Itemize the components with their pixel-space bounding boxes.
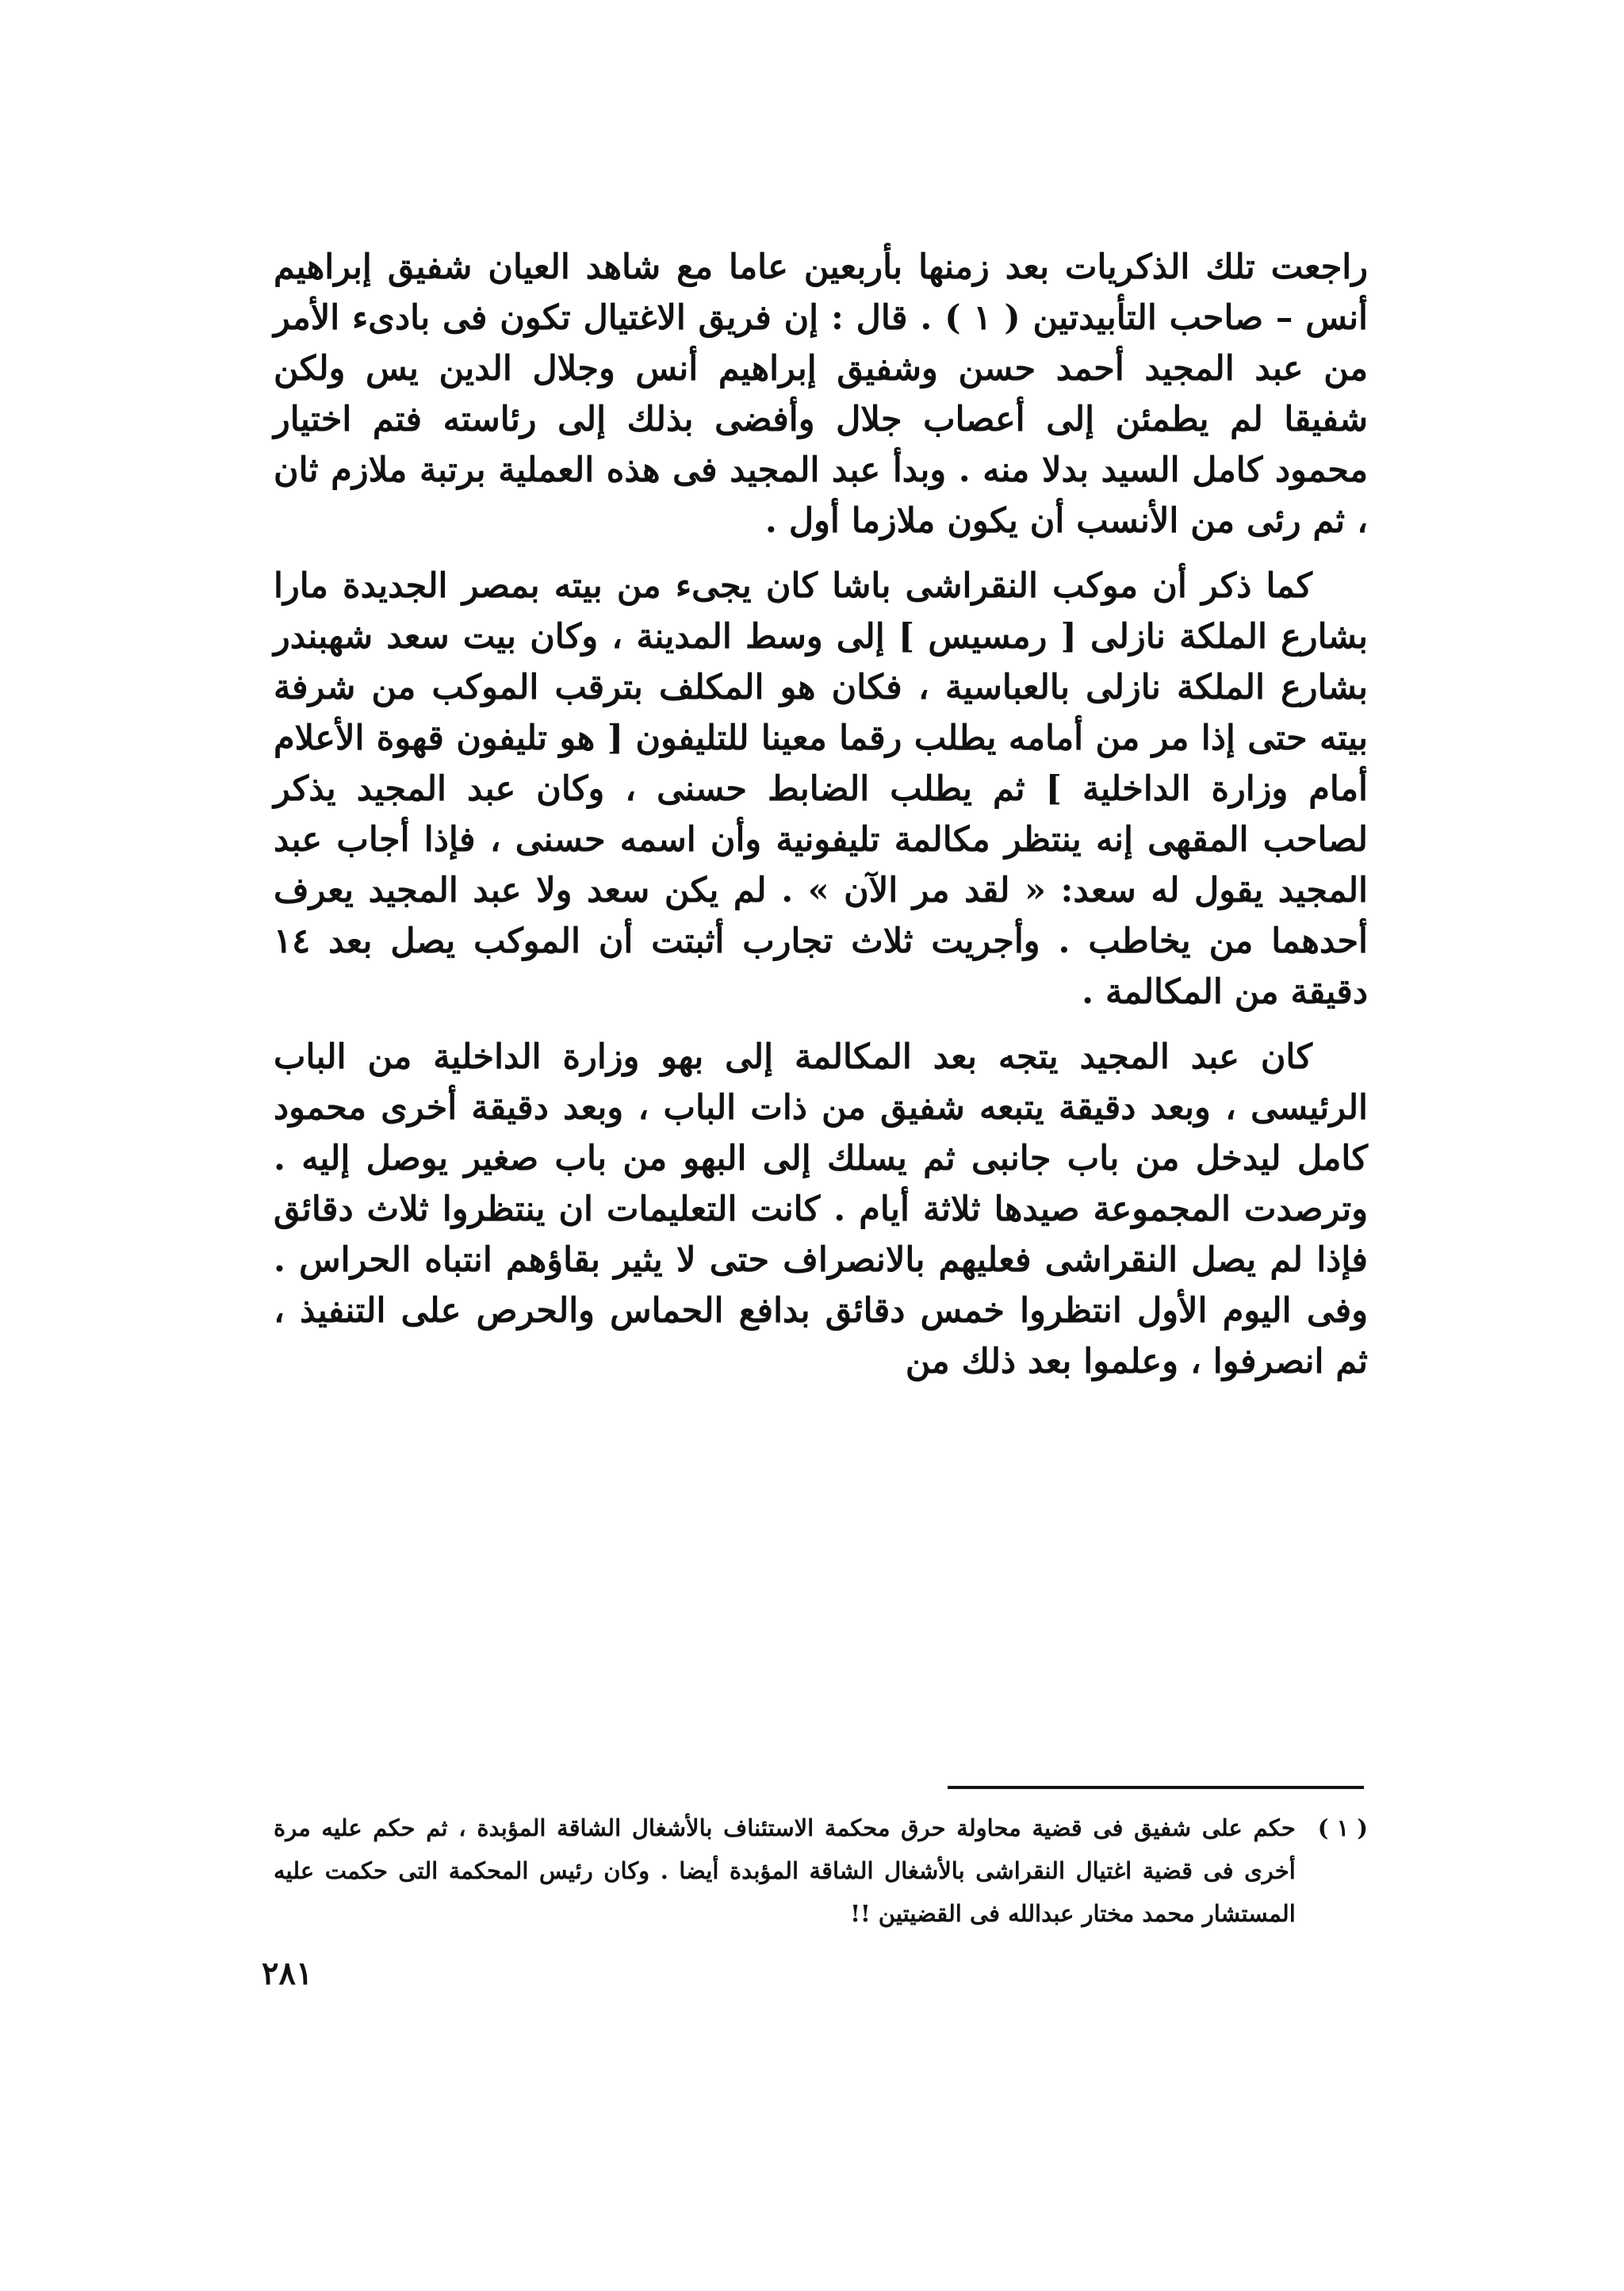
- footnote-marker: ( ١ ): [1317, 1814, 1368, 1841]
- footnote-text: حكم على شفيق فى قضية محاولة حرق محكمة الاستئناف بالأشغال الشاقة المؤبدة ، ثم حكم عليه مرة أخرى فى قضية اغتيال النقراشى بالأشغال الشاقة المؤبدة أيضا . وكان رئيس المحكمة التى حكمت عليه المستشار محمد مختار عبدالله فى القضيتين !!: [274, 1814, 1296, 1927]
- paragraph-3: كان عبد المجيد يتجه بعد المكالمة إلى بهو وزارة الداخلية من الباب الرئيسى ، وبعد دقيقة يتبعه شفيق من ذات الباب ، وبعد دقيقة أخرى محمود كامل ليدخل من باب جانبى ثم يسلك إلى البهو من باب صغير يوصل إليه . وترصدت المجموعة صيدها ثلاثة أيام . كانت التعليمات ان ينتظروا ثلاث دقائق فإذا لم يصل النقراشى فعليهم بالانصراف حتى لا يثير بقاؤهم انتباه الحراس . وفى اليوم الأول انتظروا خمس دقائق بدافع الحماس والحرص على التنفيذ ، ثم انصرفوا ، وعلموا بعد ذلك من: [274, 1037, 1368, 1381]
- footnote-separator: [948, 1786, 1364, 1789]
- paragraph-1: راجعت تلك الذكريات بعد زمنها بأربعين عاما مع شاهد العيان شفيق إبراهيم أنس – صاحب التأبيدتين ( ١ ) . قال : إن فريق الاغتيال تكون فى بادىء الأمر من عبد المجيد أحمد حسن وشفيق إبراهيم أنس وجلال الدين يس ولكن شفيقا لم يطمئن إلى أعصاب جلال وأفضى بذلك إلى رئاسته فتم اختيار محمود كامل السيد بدلا منه . وبدأ عبد المجيد فى هذه العملية برتبة ملازم ثان ، ثم رئى من الأنسب أن يكون ملازما أول .: [274, 247, 1368, 541]
- body-text: [274, 242, 1368, 1401]
- paragraph-2: كما ذكر أن موكب النقراشى باشا كان يجىء من بيته بمصر الجديدة مارا بشارع الملكة نازلى [ رمسيس ] إلى وسط المدينة ، وكان بيت سعد شهبندر بشارع الملكة نازلى بالعباسية ، فكان هو المكلف بترقب الموكب من شرفة بيته حتى إذا مر من أمامه يطلب رقما معينا للتليفون [ هو تليفون قهوة الأعلام أمام وزارة الداخلية ] ثم يطلب الضابط حسنى ، وكان عبد المجيد يذكر لصاحب المقهى إنه ينتظر مكالمة تليفونية وأن اسمه حسنى ، فإذا أجاب عبد المجيد يقول له سعد: « لقد مر الآن » . لم يكن سعد ولا عبد المجيد يعرف أحدهما من يخاطب . وأجريت ثلاث تجارب أثبتت أن الموكب يصل بعد ١٤ دقيقة من المكالمة .: [274, 566, 1368, 1012]
- footnote: [274, 1806, 1368, 1935]
- page-number: ٢٨١: [262, 1955, 313, 1992]
